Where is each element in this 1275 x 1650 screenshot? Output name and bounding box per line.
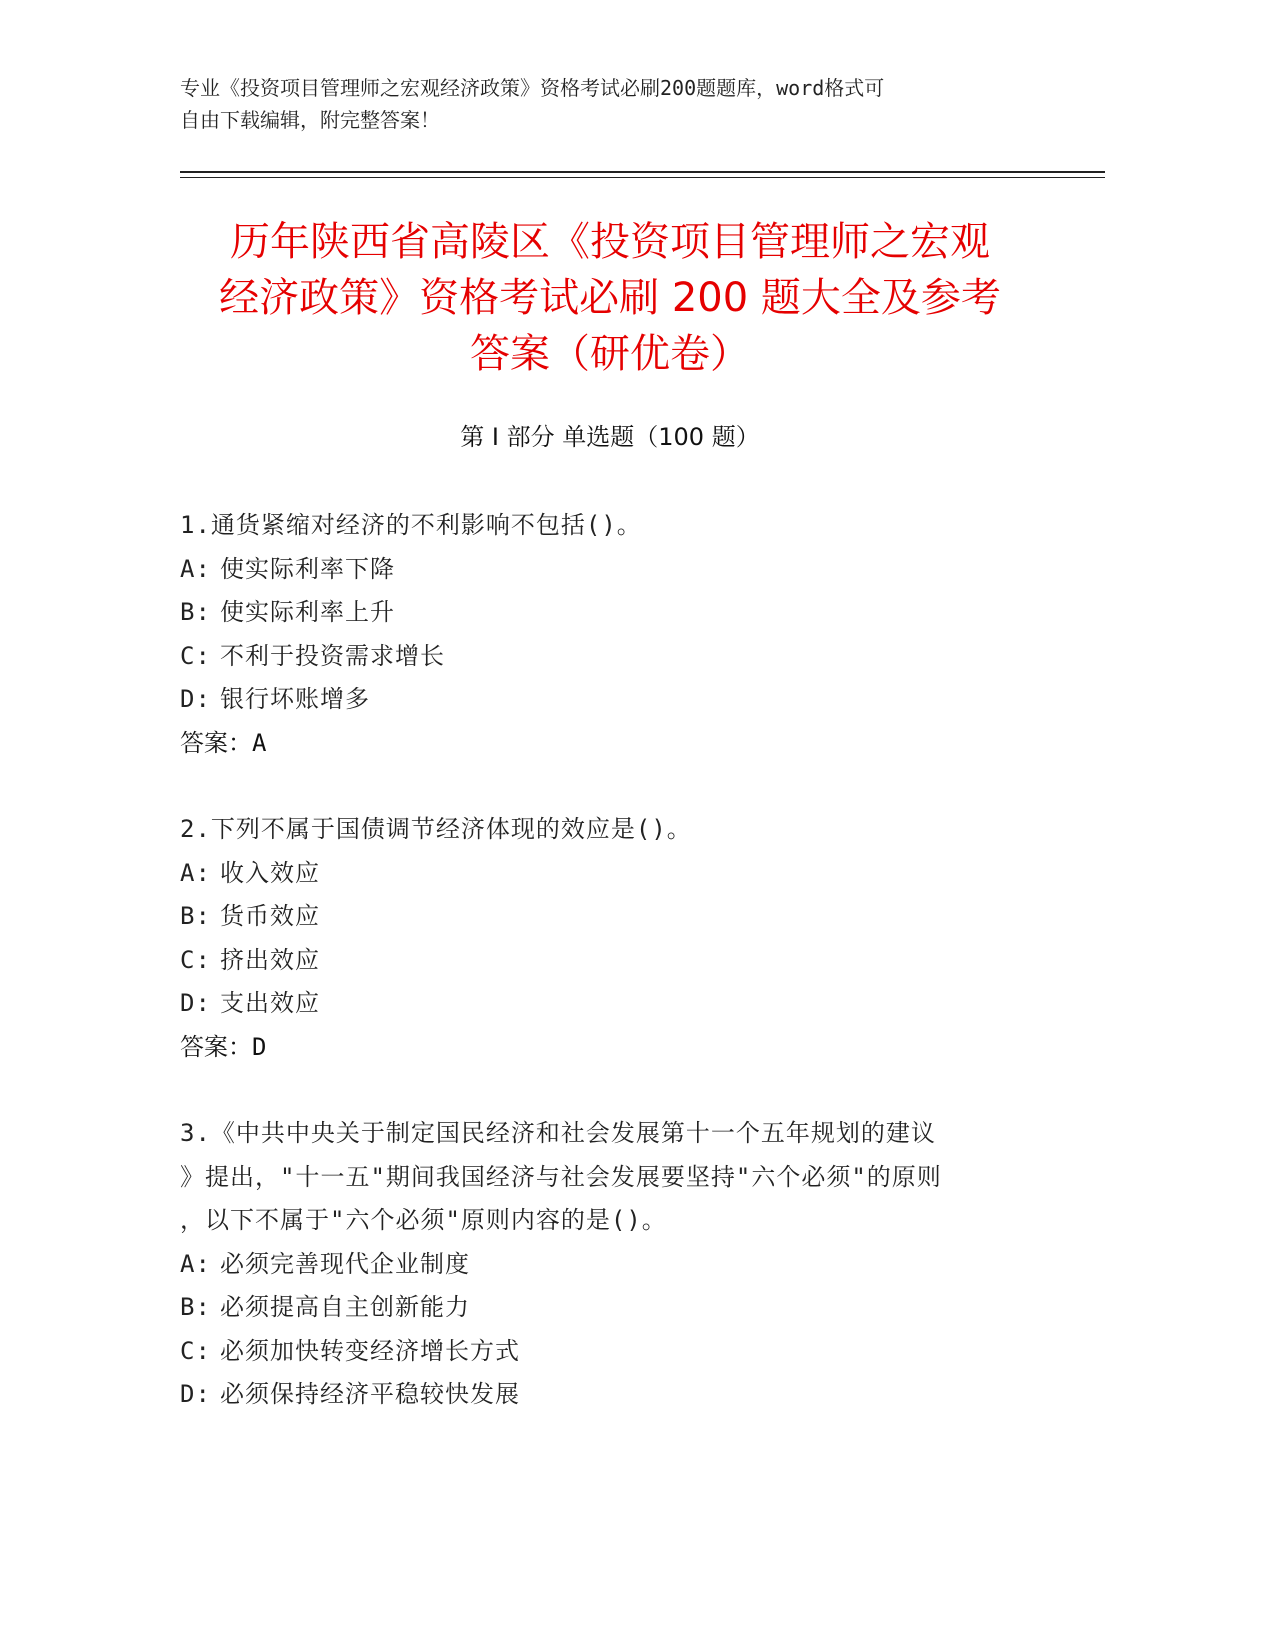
option-d <box>180 678 1020 722</box>
option-b <box>180 1286 1020 1330</box>
option-a <box>180 548 1020 592</box>
option-text: 必须完善现代企业制度 <box>220 1249 470 1278</box>
option-c <box>180 939 1020 983</box>
option-key: A: <box>180 554 211 583</box>
option-key: A: <box>180 858 211 887</box>
option-key: B: <box>180 598 211 626</box>
option-text: 必须提高自主创新能力 <box>220 1293 470 1321</box>
question-stem-continued: ，以下不属于"六个必须"原则内容的是()。 <box>180 1206 667 1234</box>
answer-value: D <box>252 1032 267 1061</box>
option-key: B: <box>180 1293 211 1321</box>
question-stem <box>180 1112 1020 1156</box>
question-3 <box>180 1112 1020 1417</box>
answer-value: A <box>252 728 267 757</box>
header-divider-thin <box>180 177 1105 178</box>
question-2 <box>180 808 1020 1069</box>
question-stem <box>180 504 1020 548</box>
option-text: 使实际利率下降 <box>220 554 395 583</box>
question-number: 2. <box>180 815 211 843</box>
option-c <box>180 635 1020 679</box>
option-b <box>180 895 1020 939</box>
option-key: C: <box>180 945 211 974</box>
header-note <box>180 72 1040 136</box>
question-number: 3. <box>180 1119 211 1147</box>
question-1 <box>180 504 1020 765</box>
option-key: D: <box>180 989 211 1017</box>
answer-label: 答案： <box>180 1032 252 1061</box>
question-list <box>180 504 1020 1460</box>
question-text: 下列不属于国债调节经济体现的效应是()。 <box>210 815 692 843</box>
question-stem <box>180 808 1020 852</box>
option-key: D: <box>180 685 211 713</box>
option-c <box>180 1330 1020 1374</box>
option-text: 不利于投资需求增长 <box>220 641 445 670</box>
section-title: 第 I 部分 单选题（100 题） <box>460 423 760 451</box>
option-text: 必须保持经济平稳较快发展 <box>220 1380 520 1408</box>
option-text: 支出效应 <box>220 989 320 1017</box>
option-d <box>180 1373 1020 1417</box>
header-note-line: 专业《投资项目管理师之宏观经济政策》资格考试必刷200题题库，word格式可 <box>180 76 885 100</box>
option-text: 必须加快转变经济增长方式 <box>220 1336 520 1365</box>
option-text: 挤出效应 <box>220 945 320 974</box>
question-number: 1. <box>180 511 211 539</box>
option-a <box>180 852 1020 896</box>
answer-line <box>180 1026 1020 1070</box>
answer-line <box>180 722 1020 766</box>
document-title <box>180 214 1040 382</box>
option-a <box>180 1243 1020 1287</box>
question-text: 通货紧缩对经济的不利影响不包括()。 <box>210 511 642 539</box>
option-key: D: <box>180 1380 211 1408</box>
option-key: C: <box>180 1336 211 1365</box>
option-text: 收入效应 <box>220 858 320 887</box>
question-text: 《中共中央关于制定国民经济和社会发展第十一个五年规划的建议 <box>210 1119 936 1147</box>
question-stem-continued: 》提出，"十一五"期间我国经济与社会发展要坚持"六个必须"的原则 <box>180 1162 942 1191</box>
title-line: 答案（研优卷） <box>470 331 750 377</box>
option-text: 银行坏账增多 <box>220 685 370 713</box>
option-text: 使实际利率上升 <box>220 598 395 626</box>
title-line: 历年陕西省高陵区《投资项目管理师之宏观 <box>230 219 990 265</box>
option-b <box>180 591 1020 635</box>
option-d <box>180 982 1020 1026</box>
option-key: A: <box>180 1249 211 1278</box>
option-text: 货币效应 <box>220 902 320 930</box>
header-divider-thick <box>180 171 1105 173</box>
header-note-line: 自由下载编辑，附完整答案！ <box>180 108 440 132</box>
answer-label: 答案： <box>180 728 252 757</box>
option-key: C: <box>180 641 211 670</box>
option-key: B: <box>180 902 211 930</box>
title-line: 经济政策》资格考试必刷 200 题大全及参考 <box>219 275 1001 321</box>
